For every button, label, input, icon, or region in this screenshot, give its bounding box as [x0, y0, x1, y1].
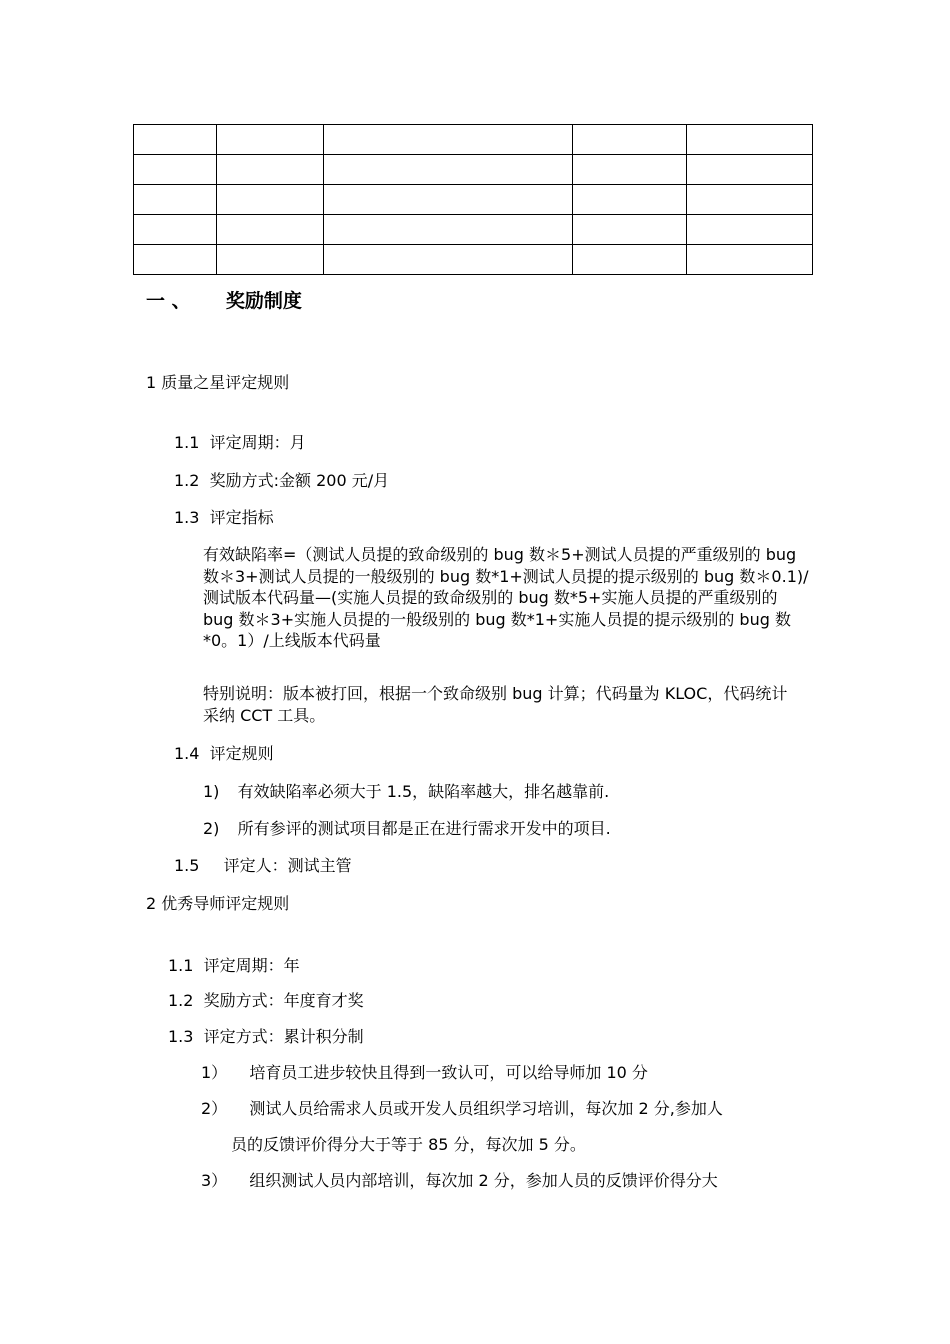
table-row — [134, 155, 813, 185]
item-number: 1.1 — [168, 956, 194, 975]
table-cell — [324, 245, 573, 275]
score-text: 组织测试人员内部培训，每次加 2 分，参加人员的反馈评价得分大 — [249, 1171, 718, 1190]
table-cell — [573, 125, 687, 155]
table-cell — [324, 185, 573, 215]
item-number: 1.2 — [168, 991, 194, 1010]
item-number: 1.2 — [174, 471, 200, 490]
item-text: 评定周期：年 — [203, 956, 300, 975]
item-text: 奖励方式：年度育才奖 — [203, 991, 364, 1010]
table-cell — [134, 155, 217, 185]
table-row — [134, 215, 813, 245]
table-cell — [573, 245, 687, 275]
rule1-reviewer — [174, 856, 352, 876]
score-line — [201, 1171, 718, 1191]
score-line — [201, 1063, 648, 1083]
table-row — [134, 125, 813, 155]
item-number: 1.3 — [168, 1027, 194, 1046]
table-cell — [687, 215, 813, 245]
table-cell — [324, 215, 573, 245]
table-cell — [134, 185, 217, 215]
section-heading-title: 奖励制度 — [225, 290, 302, 312]
note-paragraph: 特别说明：版本被打回，根据一个致命级别 bug 计算；代码量为 KLOC，代码统计采纳 CCT 工具。 — [203, 684, 788, 725]
table-cell — [217, 155, 324, 185]
table-cell — [687, 245, 813, 275]
item-text: 评定指标 — [209, 508, 274, 527]
item-text: 评定方式：累计积分制 — [203, 1027, 364, 1046]
score-number: 3） — [201, 1171, 228, 1190]
table-cell — [573, 155, 687, 185]
score-line — [201, 1099, 723, 1119]
rule-number: 1) — [203, 782, 220, 801]
rule-text: 有效缺陷率必须大于 1.5，缺陷率越大，排名越靠前. — [237, 782, 610, 801]
item-text: 评定规则 — [209, 744, 274, 763]
rule2-title: 2 优秀导师评定规则 — [146, 894, 290, 913]
table-cell — [573, 215, 687, 245]
table-cell — [217, 215, 324, 245]
table-cell — [217, 245, 324, 275]
table-cell — [217, 185, 324, 215]
item-number: 1.1 — [174, 433, 200, 452]
table-cell — [687, 125, 813, 155]
item-number: 1.5 — [174, 856, 200, 875]
rule1-item — [174, 433, 306, 453]
table-cell — [324, 125, 573, 155]
table-cell — [687, 185, 813, 215]
item-text: 奖励方式:金额 200 元/月 — [209, 471, 390, 490]
rule-line — [203, 782, 609, 802]
rule2-item — [168, 956, 300, 976]
rule-number: 2) — [203, 819, 220, 838]
formula-paragraph: 有效缺陷率=（测试人员提的致命级别的 bug 数＊5+测试人员提的严重级别的 bug 数＊3+测试人员提的一般级别的 bug 数*1+测试人员提的提示级别的 bug 数＊0.1)/测试版本代码量—(实施人员提的致命级别的 bug 数*5+实施人员提的严重级别的 bug 数＊3+实施人员提的一般级别的 bug 数*1+实施人员提的提示级别的 bug 数*0。1）/上线版本代码量 — [203, 545, 809, 650]
table-cell — [573, 185, 687, 215]
table-cell — [324, 155, 573, 185]
table-cell — [134, 245, 217, 275]
rule1-item — [174, 471, 389, 491]
score-continuation: 员的反馈评价得分大于等于 85 分，每次加 5 分。 — [231, 1135, 586, 1154]
score-text: 测试人员给需求人员或开发人员组织学习培训，每次加 2 分,参加人 — [249, 1099, 723, 1118]
table-cell — [134, 125, 217, 155]
item-text: 评定人：测试主管 — [223, 856, 352, 875]
item-text: 评定周期：月 — [209, 433, 306, 452]
blank-table — [133, 124, 813, 275]
table-row — [134, 245, 813, 275]
item-number: 1.4 — [174, 744, 200, 763]
score-number: 2） — [201, 1099, 228, 1118]
item-number: 1.3 — [174, 508, 200, 527]
rule1-item — [174, 744, 274, 764]
table-row — [134, 185, 813, 215]
table-cell — [217, 125, 324, 155]
score-number: 1） — [201, 1063, 228, 1082]
rule-line — [203, 819, 611, 839]
rule-text: 所有参评的测试项目都是正在进行需求开发中的项目. — [237, 819, 611, 838]
section-heading — [146, 289, 302, 313]
section-heading-number: 一 、 — [146, 290, 191, 312]
table-cell — [687, 155, 813, 185]
rule1-title: 1 质量之星评定规则 — [146, 373, 290, 392]
rule2-item — [168, 991, 364, 1011]
rule2-item — [168, 1027, 364, 1047]
rule1-item — [174, 508, 274, 528]
score-text: 培育员工进步较快且得到一致认可，可以给导师加 10 分 — [249, 1063, 648, 1082]
table-cell — [134, 215, 217, 245]
